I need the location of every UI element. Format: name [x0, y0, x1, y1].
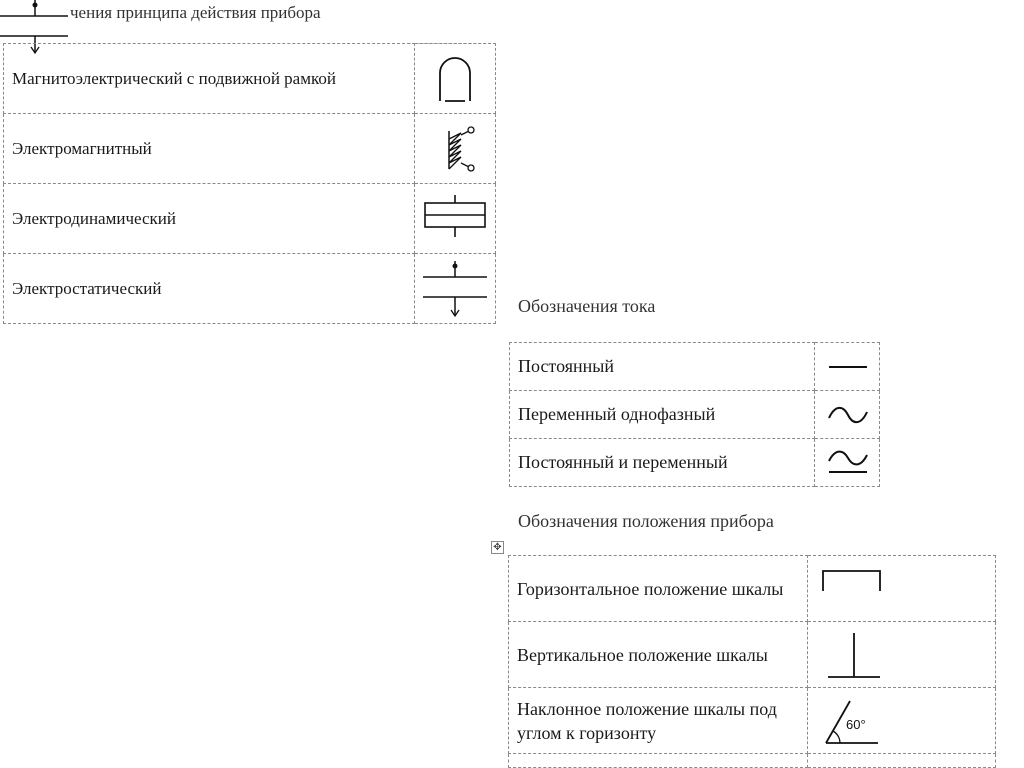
electrodynamic-symbol-icon — [420, 189, 490, 249]
icon-cell — [808, 688, 996, 754]
principle-table — [3, 43, 496, 324]
table-row — [4, 184, 496, 254]
section2-heading: Обозначения тока — [518, 296, 656, 316]
vertical-position-icon — [818, 625, 898, 685]
table-row — [510, 391, 880, 439]
icon-cell — [415, 184, 496, 254]
electrostatic-symbol-icon — [419, 257, 491, 321]
table-row — [509, 754, 996, 768]
table-row — [509, 622, 996, 688]
dc-symbol-icon — [817, 347, 877, 387]
icon-cell — [808, 754, 996, 768]
row-label: Переменный однофазный — [510, 391, 815, 439]
row-label — [509, 754, 808, 768]
icon-cell — [815, 343, 880, 391]
table-row — [4, 44, 496, 114]
row-label: Наклонное положение шкалы под углом к горизонту — [509, 688, 808, 754]
icon-cell — [808, 622, 996, 688]
icon-cell — [815, 439, 880, 487]
icon-cell — [415, 254, 496, 324]
table-row — [510, 439, 880, 487]
row-label: Постоянный — [510, 343, 815, 391]
row-label: Постоянный и переменный — [510, 439, 815, 487]
table-row — [509, 688, 996, 754]
row-label: Вертикальное положение шкалы — [509, 622, 808, 688]
table-row — [509, 556, 996, 622]
table-row — [4, 254, 496, 324]
table-move-handle[interactable]: ✥ — [491, 541, 504, 554]
position-table — [508, 555, 996, 768]
ac-symbol-icon — [817, 395, 877, 435]
table-row — [510, 343, 880, 391]
ac-dc-symbol-icon — [817, 443, 877, 483]
icon-cell — [415, 44, 496, 114]
section1-heading: чения принципа действия прибора — [70, 3, 321, 22]
row-label: Магнитоэлектрический с подвижной рамкой — [4, 44, 415, 114]
icon-cell — [815, 391, 880, 439]
section3-heading: Обозначения положения прибора — [518, 511, 774, 531]
current-table — [509, 342, 880, 487]
icon-cell — [415, 114, 496, 184]
table-row — [4, 114, 496, 184]
moving-coil-symbol-icon — [425, 49, 485, 109]
electromagnetic-symbol-icon — [425, 119, 485, 179]
horizontal-position-icon — [818, 559, 898, 619]
inclined-position-icon — [818, 691, 898, 751]
row-label: Электростатический — [4, 254, 415, 324]
row-label: Электромагнитный — [4, 114, 415, 184]
angle-label: 60° — [846, 716, 866, 732]
row-label: Электродинамический — [4, 184, 415, 254]
row-label: Горизонтальное положение шкалы — [509, 556, 808, 622]
icon-cell — [808, 556, 996, 622]
